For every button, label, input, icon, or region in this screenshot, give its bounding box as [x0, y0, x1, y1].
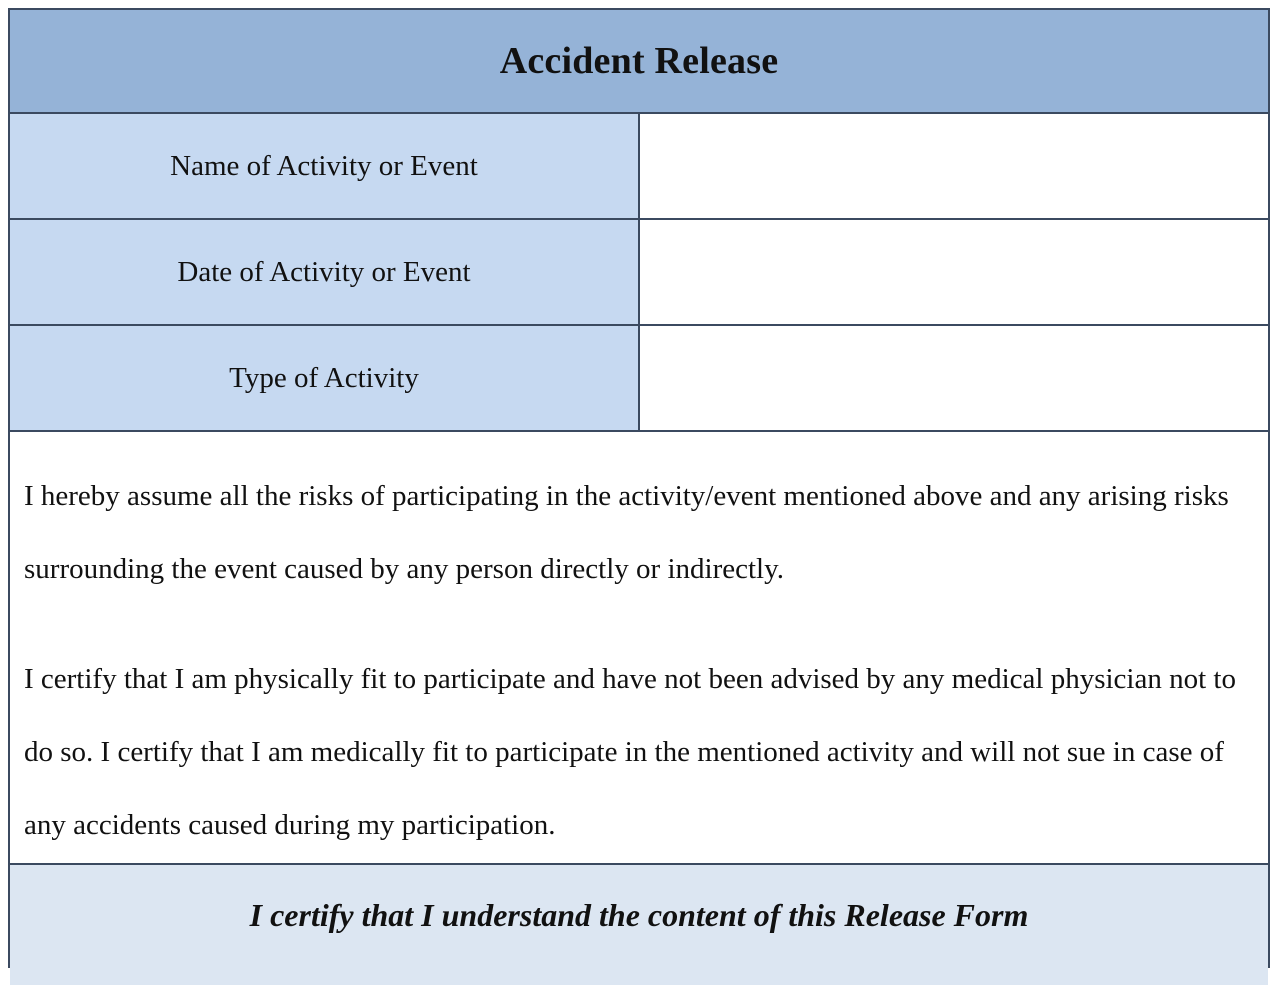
activity-name-field[interactable]	[640, 114, 1268, 218]
release-statement	[10, 432, 1268, 865]
fitness-certification-paragraph: I certify that I am physically fit to participate and have not been advised by any medical physician not to do so. I certify that I am medically fit to participate in the mentioned activity and will not sue in case of any accidents caused during my participation.	[24, 663, 1236, 841]
certification-statement: I certify that I understand the content of this Release Form	[249, 897, 1029, 933]
accident-release-form	[8, 8, 1270, 968]
activity-date-field[interactable]	[640, 220, 1268, 324]
activity-type-field[interactable]	[640, 326, 1268, 430]
activity-type-label: Type of Activity	[10, 326, 640, 430]
field-row-activity-type	[10, 326, 1268, 432]
risk-assumption-paragraph: I hereby assume all the risks of participating in the activity/event mentioned above and any arising risks surrounding the event caused by any person directly or indirectly.	[24, 480, 1229, 585]
field-row-activity-date	[10, 220, 1268, 326]
certification-row	[10, 865, 1268, 985]
activity-date-label: Date of Activity or Event	[10, 220, 640, 324]
activity-name-label: Name of Activity or Event	[10, 114, 640, 218]
form-header	[10, 10, 1268, 114]
field-row-activity-name	[10, 114, 1268, 220]
form-title: Accident Release	[499, 40, 779, 82]
